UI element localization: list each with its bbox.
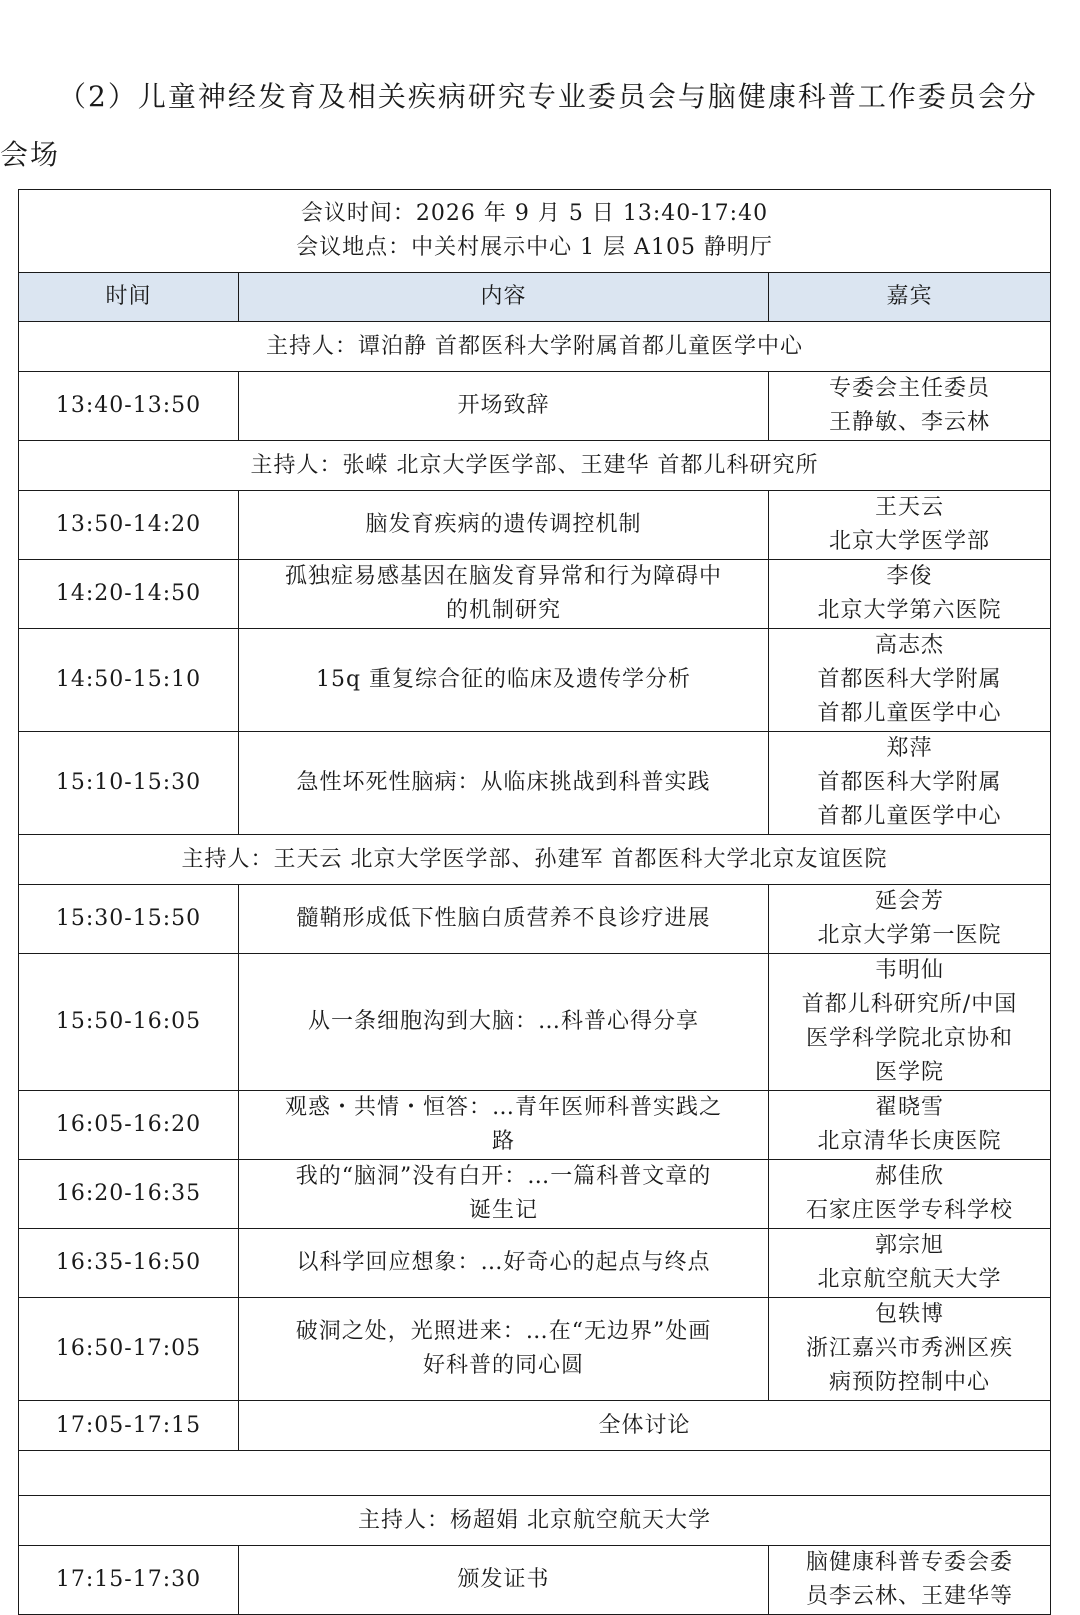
guest-line: 首都医科大学附属 [817, 770, 1002, 795]
host-row [19, 441, 1051, 491]
content-line: 急性坏死性脑病：从临床挑战到科普实践 [296, 770, 711, 795]
content-line: 从一条细胞沟到大脑：…科普心得分享 [307, 1009, 699, 1034]
guest-line: 王天云 [875, 495, 945, 520]
time-cell: 15:30-15:50 [19, 885, 239, 954]
time-cell: 13:50-14:20 [19, 491, 239, 560]
host-row [19, 322, 1051, 372]
content-cell [239, 954, 769, 1091]
content-line: 开场致辞 [457, 393, 550, 418]
guest-line: 高志杰 [875, 633, 945, 658]
guest-line: 包轶博 [875, 1302, 945, 1327]
content-line: 髓鞘形成低下性脑白质营养不良诊疗进展 [296, 906, 711, 931]
content-cell [239, 1091, 769, 1160]
table-row [19, 629, 1051, 732]
guest-line: 翟晓雪 [875, 1095, 945, 1120]
guest-line: 北京大学第六医院 [817, 598, 1002, 623]
spacer-cell [19, 1451, 1051, 1496]
time-cell: 17:15-17:30 [19, 1546, 239, 1615]
time-cell: 16:20-16:35 [19, 1160, 239, 1229]
time-cell: 16:50-17:05 [19, 1298, 239, 1401]
guest-cell [769, 1546, 1051, 1615]
content-cell [239, 1401, 1051, 1451]
content-line: 好科普的同心圆 [422, 1353, 584, 1378]
column-header-time: 时间 [19, 273, 239, 322]
time-cell: 15:50-16:05 [19, 954, 239, 1091]
table-row [19, 732, 1051, 835]
guest-cell [769, 491, 1051, 560]
guest-line: 北京航空航天大学 [817, 1267, 1002, 1292]
schedule-table [18, 189, 1051, 1615]
column-header-content: 内容 [239, 273, 769, 322]
guest-line: 专委会主任委员 [829, 376, 991, 401]
guest-cell [769, 629, 1051, 732]
time-cell: 16:35-16:50 [19, 1229, 239, 1298]
content-line: 我的“脑洞”没有白开：…一篇科普文章的 [295, 1164, 712, 1189]
table-row [19, 1401, 1051, 1451]
host-row [19, 835, 1051, 885]
meeting-time: 会议时间：2026 年 9 月 5 日 13:40-17:40 [300, 201, 769, 226]
guest-cell [769, 885, 1051, 954]
content-cell [239, 560, 769, 629]
host-row [19, 1496, 1051, 1546]
guest-line: 郑萍 [886, 736, 933, 761]
time-cell: 16:05-16:20 [19, 1091, 239, 1160]
content-cell [239, 732, 769, 835]
guest-line: 医学科学院北京协和 [806, 1026, 1014, 1051]
section-heading: （2）儿童神经发育及相关疾病研究专业委员会与脑健康科普工作委员会分会场 [0, 80, 1038, 171]
guest-cell [769, 372, 1051, 441]
guest-line: 北京大学医学部 [829, 529, 991, 554]
guest-line: 首都医科大学附属 [817, 667, 1002, 692]
guest-line: 郝佳欣 [875, 1164, 945, 1189]
guest-line: 石家庄医学专科学校 [806, 1198, 1014, 1223]
guest-line: 韦明仙 [875, 958, 945, 983]
content-line: 路 [491, 1129, 515, 1154]
content-cell [239, 1160, 769, 1229]
content-line: 诞生记 [468, 1198, 538, 1223]
content-line: 破洞之处，光照进来：…在“无边界”处画 [295, 1319, 712, 1344]
table-row [19, 491, 1051, 560]
guest-cell [769, 954, 1051, 1091]
content-cell [239, 885, 769, 954]
content-line: 观惑・共情・恒答：…青年医师科普实践之 [284, 1095, 722, 1120]
time-cell: 14:20-14:50 [19, 560, 239, 629]
table-row [19, 1229, 1051, 1298]
table-row [19, 954, 1051, 1091]
guest-line: 北京清华长庚医院 [817, 1129, 1002, 1154]
time-cell: 15:10-15:30 [19, 732, 239, 835]
content-line: 脑发育疾病的遗传调控机制 [365, 512, 642, 537]
guest-cell [769, 1160, 1051, 1229]
time-cell: 17:05-17:15 [19, 1401, 239, 1451]
column-header-guest: 嘉宾 [769, 273, 1051, 322]
guest-line: 脑健康科普专委会委 [806, 1550, 1014, 1575]
guest-line: 王静敏、李云林 [829, 410, 991, 435]
guest-cell [769, 732, 1051, 835]
guest-line: 员李云林、王建华等 [806, 1584, 1014, 1609]
guest-line: 首都儿科研究所/中国 [801, 992, 1018, 1017]
time-cell: 14:50-15:10 [19, 629, 239, 732]
guest-line: 郭宗旭 [875, 1233, 945, 1258]
guest-line: 李俊 [886, 564, 933, 589]
guest-line: 首都儿童医学中心 [817, 804, 1002, 829]
guest-line: 浙江嘉兴市秀洲区疾 [806, 1336, 1014, 1361]
content-line: 颁发证书 [457, 1567, 550, 1592]
table-row [19, 885, 1051, 954]
table-row [19, 1546, 1051, 1615]
guest-cell [769, 560, 1051, 629]
content-line: 以科学回应想象：…好奇心的起点与终点 [296, 1250, 711, 1275]
content-line: 孤独症易感基因在脑发育异常和行为障碍中 [284, 564, 722, 589]
content-cell [239, 491, 769, 560]
guest-line: 北京大学第一医院 [817, 923, 1002, 948]
table-row [19, 1298, 1051, 1401]
table-header-row [19, 273, 1051, 322]
table-row [19, 560, 1051, 629]
guest-line: 病预防控制中心 [829, 1370, 991, 1395]
time-cell: 13:40-13:50 [19, 372, 239, 441]
meeting-place: 会议地点：中关村展示中心 1 层 A105 静明厅 [296, 235, 773, 260]
spacer-row [19, 1451, 1051, 1496]
content-line: 15q 重复综合征的临床及遗传学分析 [315, 667, 692, 692]
guest-line: 医学院 [875, 1060, 945, 1085]
table-row [19, 372, 1051, 441]
table-row [19, 1160, 1051, 1229]
host-cell: 主持人：张嵘 北京大学医学部、王建华 首都儿科研究所 [19, 441, 1051, 491]
host-cell: 主持人：王天云 北京大学医学部、孙建军 首都医科大学北京友谊医院 [19, 835, 1051, 885]
content-cell [239, 1546, 769, 1615]
host-cell: 主持人：杨超娟 北京航空航天大学 [19, 1496, 1051, 1546]
guest-cell [769, 1091, 1051, 1160]
content-cell [239, 1229, 769, 1298]
content-line: 的机制研究 [445, 598, 561, 623]
table-row [19, 1091, 1051, 1160]
content-cell [239, 629, 769, 732]
content-cell [239, 372, 769, 441]
meeting-info-row [19, 190, 1051, 273]
guest-line: 首都儿童医学中心 [817, 701, 1002, 726]
content-cell [239, 1298, 769, 1401]
meeting-info-cell [19, 190, 1051, 273]
guest-line: 延会芳 [875, 889, 945, 914]
guest-cell [769, 1298, 1051, 1401]
guest-cell [769, 1229, 1051, 1298]
host-cell: 主持人：谭泊静 首都医科大学附属首都儿童医学中心 [19, 322, 1051, 372]
content-line: 全体讨论 [598, 1412, 691, 1438]
